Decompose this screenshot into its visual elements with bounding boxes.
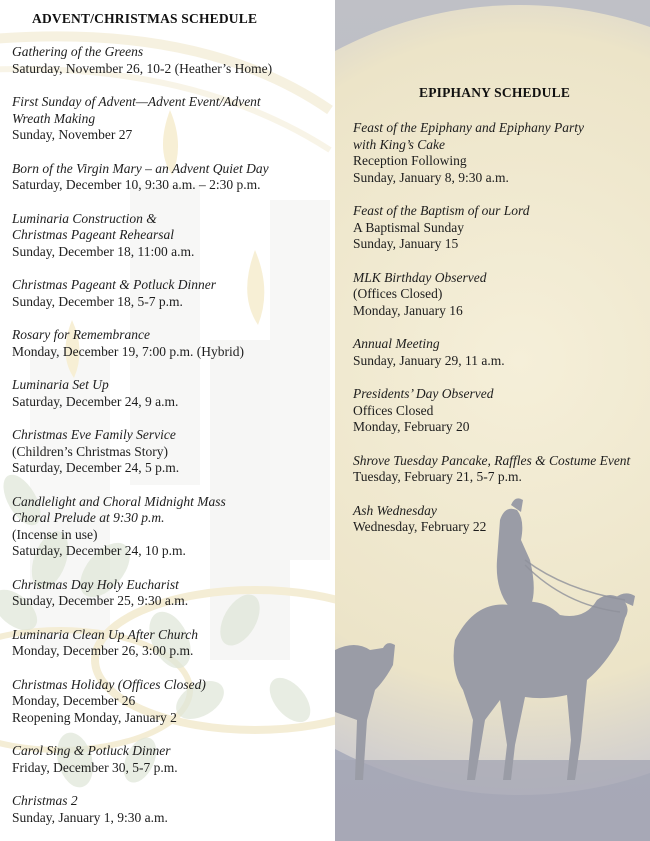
schedule-event bbox=[12, 743, 332, 776]
event-title: Annual Meeting bbox=[353, 336, 440, 351]
schedule-event bbox=[12, 577, 332, 610]
event-detail: Sunday, November 27 bbox=[12, 127, 133, 142]
schedule-event bbox=[12, 211, 332, 261]
event-title: Christmas Holiday (Offices Closed) bbox=[12, 676, 206, 692]
event-detail: Sunday, January 1, 9:30 a.m. bbox=[12, 809, 168, 825]
event-title: Feast of the Epiphany and Epiphany Party bbox=[353, 120, 584, 135]
event-detail: Saturday, December 24, 5 p.m. bbox=[12, 460, 180, 475]
event-detail: Monday, December 26 bbox=[12, 693, 136, 708]
event-title: Luminaria Set Up bbox=[12, 377, 109, 392]
event-title: Ash Wednesday bbox=[353, 502, 437, 518]
schedule-event bbox=[12, 427, 332, 477]
event-title: Carol Sing & Potluck Dinner bbox=[12, 743, 171, 758]
event-detail: Sunday, January 15 bbox=[353, 236, 459, 251]
event-title: Christmas Pageant Rehearsal bbox=[12, 227, 174, 242]
event-detail: Monday, January 16 bbox=[353, 302, 463, 318]
event-detail: Offices Closed bbox=[353, 402, 434, 418]
epiphany-title: EPIPHANY SCHEDULE bbox=[419, 85, 571, 100]
schedule-event bbox=[353, 386, 648, 436]
event-detail: (Children’s Christmas Story) bbox=[12, 443, 168, 459]
event-title: Rosary for Remembrance bbox=[12, 327, 150, 342]
event-detail: Saturday, December 24, 10 p.m. bbox=[12, 543, 186, 558]
event-detail: (Offices Closed) bbox=[353, 286, 443, 301]
schedule-event bbox=[353, 336, 648, 369]
event-detail: Reopening Monday, January 2 bbox=[12, 709, 177, 725]
event-detail: Tuesday, February 21, 5-7 p.m. bbox=[353, 469, 522, 484]
event-detail: Friday, December 30, 5-7 p.m. bbox=[12, 759, 178, 775]
event-detail: Monday, December 26, 3:00 p.m. bbox=[12, 643, 194, 658]
event-title: Gathering of the Greens bbox=[12, 44, 144, 59]
event-title: First Sunday of Advent—Advent Event/Advent bbox=[12, 94, 261, 109]
event-title: Choral Prelude at 9:30 p.m. bbox=[12, 510, 165, 525]
event-detail: Sunday, December 18, 5-7 p.m. bbox=[12, 293, 183, 309]
event-detail: Saturday, December 24, 9 a.m. bbox=[12, 393, 179, 409]
event-title: Feast of the Baptism of our Lord bbox=[353, 203, 530, 218]
event-detail: Wednesday, February 22 bbox=[353, 519, 487, 534]
event-title: Born of the Virgin Mary – an Advent Quiet Day bbox=[12, 160, 269, 176]
event-detail: Monday, December 19, 7:00 p.m. (Hybrid) bbox=[12, 343, 244, 359]
schedule-event bbox=[12, 677, 332, 727]
event-detail: Reception Following bbox=[353, 153, 467, 168]
event-detail: Sunday, December 18, 11:00 a.m. bbox=[12, 243, 195, 259]
schedule-event bbox=[353, 270, 648, 320]
event-title: Christmas Pageant & Potluck Dinner bbox=[12, 277, 216, 292]
schedule-event bbox=[12, 377, 332, 410]
event-title: Wreath Making bbox=[12, 110, 96, 126]
event-title: Luminaria Clean Up After Church bbox=[12, 626, 199, 642]
event-detail: A Baptismal Sunday bbox=[353, 219, 464, 235]
schedule-event bbox=[353, 453, 648, 486]
schedule-event bbox=[353, 503, 648, 536]
event-detail: Monday, February 20 bbox=[353, 419, 470, 434]
epiphany-event-list bbox=[353, 120, 648, 553]
event-detail: Sunday, January 29, 11 a.m. bbox=[353, 352, 505, 368]
event-title: Presidents’ Day Observed bbox=[353, 386, 494, 401]
schedule-event bbox=[12, 277, 332, 310]
event-detail: Sunday, January 8, 9:30 a.m. bbox=[353, 169, 509, 185]
schedule-event bbox=[12, 161, 332, 194]
event-title: with King’s Cake bbox=[353, 136, 446, 152]
schedule-event bbox=[12, 44, 332, 77]
schedule-event bbox=[353, 203, 648, 253]
event-title: Candlelight and Choral Midnight Mass bbox=[12, 493, 226, 509]
advent-event-list bbox=[12, 44, 332, 841]
schedule-event bbox=[12, 793, 332, 826]
event-title: Luminaria Construction & bbox=[12, 210, 157, 226]
event-title: MLK Birthday Observed bbox=[353, 269, 487, 285]
event-detail: Saturday, December 10, 9:30 a.m. – 2:30 p.m. bbox=[12, 177, 261, 192]
schedule-event bbox=[12, 627, 332, 660]
schedule-event bbox=[353, 120, 648, 186]
advent-title: ADVENT/CHRISTMAS SCHEDULE bbox=[32, 11, 258, 26]
event-detail: (Incense in use) bbox=[12, 526, 98, 542]
epiphany-panel bbox=[335, 0, 650, 841]
event-title: Christmas Eve Family Service bbox=[12, 427, 176, 442]
schedule-event bbox=[12, 94, 332, 144]
event-title: Shrove Tuesday Pancake, Raffles & Costume Event bbox=[353, 452, 631, 468]
event-detail: Saturday, November 26, 10-2 (Heather’s Home) bbox=[12, 60, 273, 76]
event-title: Christmas 2 bbox=[12, 793, 78, 808]
schedule-event bbox=[12, 327, 332, 360]
event-detail: Sunday, December 25, 9:30 a.m. bbox=[12, 593, 189, 608]
schedule-event bbox=[12, 494, 332, 560]
event-title: Christmas Day Holy Eucharist bbox=[12, 576, 179, 592]
